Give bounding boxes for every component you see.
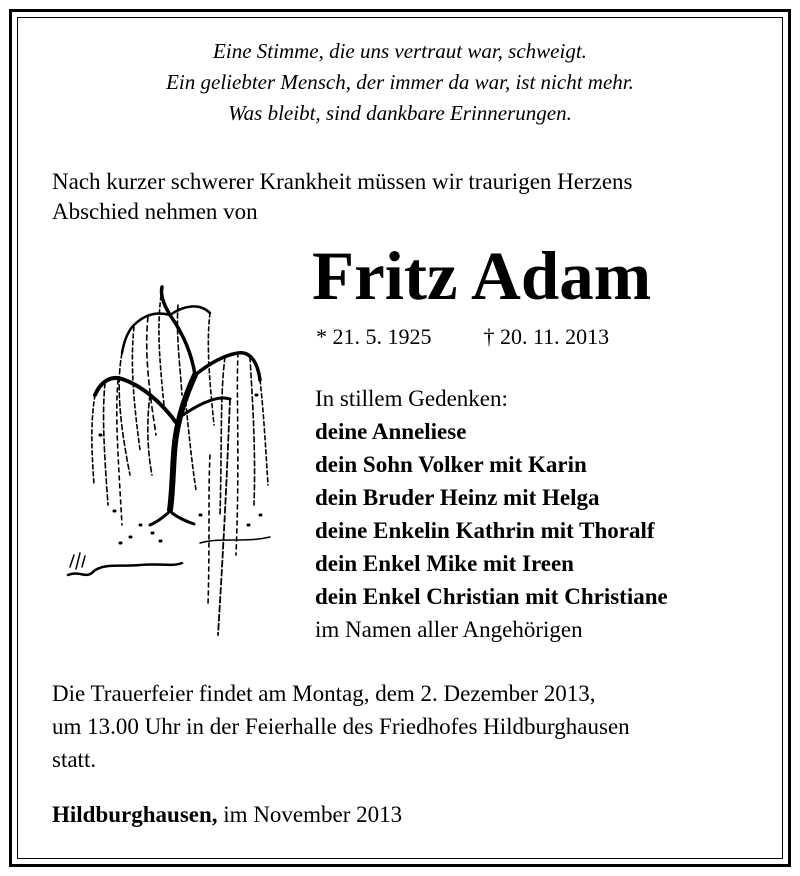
poem [0,36,800,129]
service-line-1: Die Trauerfeier findet am Montag, dem 2. Dezember 2013, [52,681,596,706]
service-line-3: statt. [52,747,97,772]
life-dates [316,322,609,352]
place-city: Hildburghausen, [52,802,218,827]
poem-line-1: Eine Stimme, die uns vertraut war, schweigt. [213,39,587,63]
deceased-name: Fritz Adam [312,238,652,314]
death-date: † 20. 11. 2013 [483,324,610,349]
place-date: im November 2013 [217,802,403,827]
mourners-closing: im Namen aller Angehörigen [315,617,583,642]
birth-date: * 21. 5. 1925 [316,324,432,349]
mourner-2: dein Sohn Volker mit Karin [315,452,587,477]
service-line-2: um 13.00 Uhr in der Feierhalle des Friedhofes Hildburghausen [52,714,630,739]
weeping-willow-icon [60,275,285,640]
service-info [52,677,630,776]
mourner-6: dein Enkel Christian mit Christiane [315,584,668,609]
mourner-5: dein Enkel Mike mit Ireen [315,551,574,576]
mourner-1: deine Anneliese [315,419,467,444]
mourner-3: dein Bruder Heinz mit Helga [315,485,600,510]
poem-line-2: Ein geliebter Mensch, der immer da war, ist nicht mehr. [166,70,634,94]
intro-line-2: Abschied nehmen von [52,199,258,224]
place-and-date [52,798,402,831]
mourners-block [315,382,668,646]
intro-line-1: Nach kurzer schwerer Krankheit müssen wir traurigen Herzens [52,169,633,194]
mourner-4: deine Enkelin Kathrin mit Thoralf [315,518,655,543]
mourners-heading: In stillem Gedenken: [315,386,508,411]
poem-line-3: Was bleibt, sind dankbare Erinnerungen. [228,101,572,125]
intro-text [52,167,633,227]
